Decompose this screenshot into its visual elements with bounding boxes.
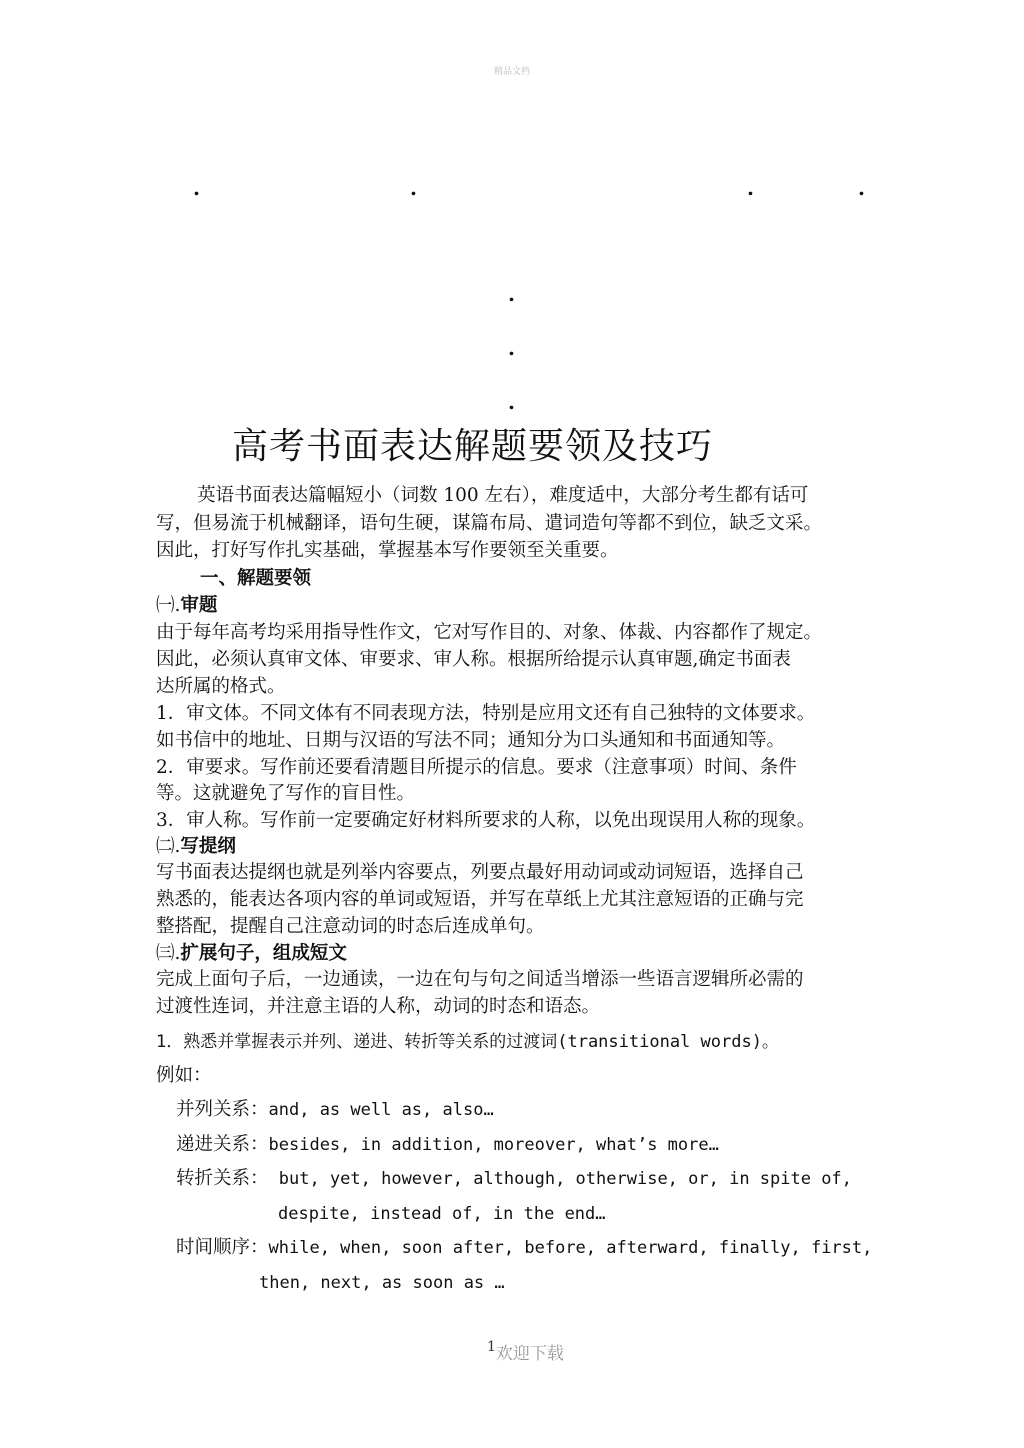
body-line: 如书信中的地址、日期与汉语的写法不同；通知分为口头通知和书面通知等。 [156,730,786,751]
subsection-heading [156,834,236,860]
scan-dot: . [747,176,754,200]
body-line: 等。这就避免了写作的盲目性。 [156,783,416,804]
body-line: 写书面表达提纲也就是列举内容要点，列要点最好用动词或动词短语，选择自己 [156,862,804,883]
transition-words: while, when, soon after, before, afterward, finally, first, [268,1238,873,1258]
subsection-number: ㈢. [156,943,181,964]
scan-dot: . [508,336,515,360]
transition-words: and, as well as, also… [268,1100,494,1120]
intro-line: 英语书面表达篇幅短小（词数 100 左右），难度适中，大部分考生都有话可 [197,485,809,506]
body-line: 1．审文体。不同文体有不同表现方法，特别是应用文还有自己独特的文体要求。 [156,703,816,724]
body-line: 完成上面句子后，一边通读，一边在句与句之间适当增添一些语言逻辑所必需的 [156,969,804,990]
transition-words: but, yet, however, although, otherwise, or, in spite of, [268,1169,852,1189]
body-line: 由于每年高考均采用指导性作文，它对写作目的、对象、体裁、内容都作了规定。 [156,622,823,643]
body-line: 熟悉的，能表达各项内容的单词或短语，并写在草纸上尤其注意短语的正确与完 [156,889,804,910]
subsection-number: ㈡. [156,836,181,857]
document-title: 高考书面表达解题要领及技巧 [232,426,714,467]
subsection-title: 扩展句子，组成短文 [180,943,347,964]
transition-label: 转折关系： [176,1168,269,1189]
intro-line: 写，但易流于机械翻译，语句生硬，谋篇布局、遣词造句等都不到位，缺乏文采。 [156,513,823,534]
footer-text: 欢迎下载 [495,1344,564,1364]
transition-continuation: then, next, as soon as … [259,1273,505,1293]
section-heading: 一、解题要领 [200,568,312,589]
body-line: 因此，必须认真审文体、审要求、审人称。根据所给提示认真审题,确定书面表 [156,649,791,670]
transition-item [176,1166,852,1192]
body-line: 整搭配，提醒自己注意动词的时态后连成单句。 [156,916,545,937]
scan-dot: . [508,390,515,414]
body-line: 过渡性连词，并注意主语的人称，动词的时态和语态。 [156,996,601,1017]
transition-words: besides, in addition, moreover, what’s more… [268,1135,719,1155]
transition-item [176,1097,494,1123]
body-line: 2．审要求。写作前还要看清题目所提示的信息。要求（注意事项）时间、条件 [156,757,797,778]
body-line: 3．审人称。写作前一定要确定好材料所要求的人称，以免出现误用人称的现象。 [156,810,816,831]
transition-continuation: despite, instead of, in the end… [278,1204,606,1224]
subsection-number: ㈠. [156,595,181,616]
subsection-title: 写提纲 [180,836,236,857]
scan-dot: . [193,176,200,200]
scan-dot: . [508,282,515,306]
header-watermark: 精品文档 [493,67,530,77]
page-footer [487,1339,564,1364]
transition-label: 并列关系： [176,1099,269,1120]
transition-label: 时间顺序： [176,1237,269,1258]
body-line: 达所属的格式。 [156,676,286,697]
transition-item [176,1132,719,1158]
transitions-intro: 1．熟悉并掌握表示并列、递进、转折等关系的过渡词(transitional words)。 [156,1032,779,1052]
intro-line: 因此，打好写作扎实基础，掌握基本写作要领至关重要。 [156,540,619,561]
scan-dot: . [410,176,417,200]
subsection-heading [156,593,217,619]
transition-item [176,1235,872,1261]
subsection-heading [156,941,347,967]
page-number: 1 [487,1339,496,1355]
scan-dot: . [858,176,865,200]
example-label: 例如： [156,1065,212,1086]
subsection-title: 审题 [180,595,218,616]
transition-label: 递进关系： [176,1134,269,1155]
